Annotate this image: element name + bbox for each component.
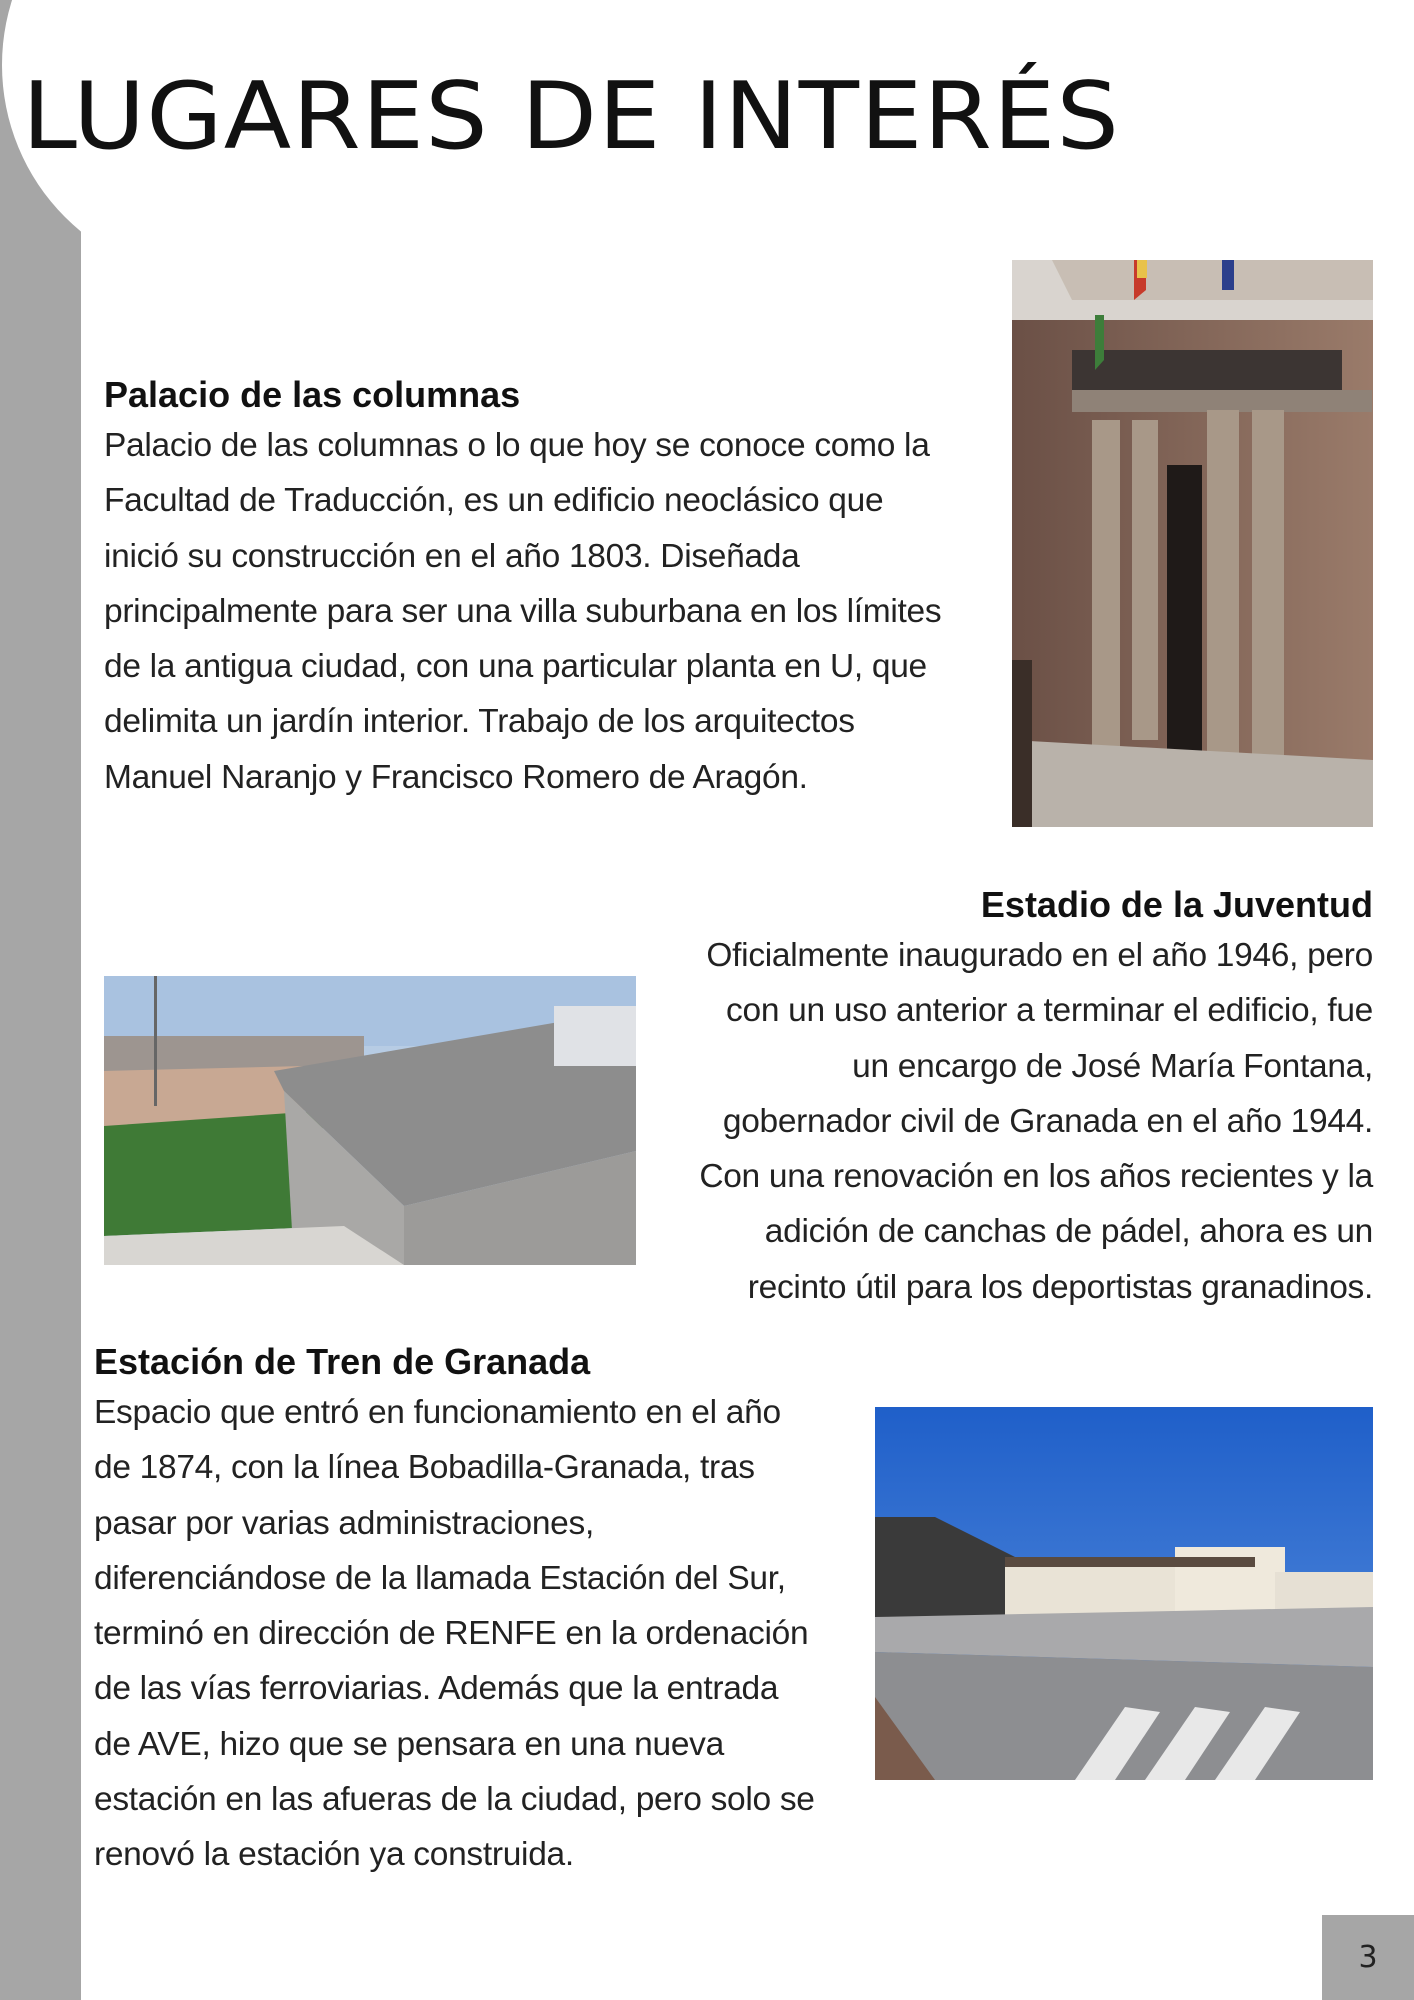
sidebar-decoration (0, 0, 81, 2000)
text-line: estación en las afueras de la ciudad, pero solo se (94, 1781, 815, 1819)
section-body (94, 1385, 874, 1883)
text-line: de las vías ferroviarias. Además que la entrada (94, 1670, 779, 1708)
text-line: gobernador civil de Granada en el año 1944. (722, 1102, 1373, 1140)
palacio-columnas-photo (1012, 260, 1373, 827)
estadio-juventud-photo (104, 976, 636, 1265)
text-line: de 1874, con la línea Bobadilla-Granada, tras (94, 1449, 755, 1487)
text-line: con un uso anterior a terminar el edificio, fue (726, 992, 1373, 1030)
text-line: recinto útil para los deportistas granadinos. (747, 1268, 1373, 1306)
text-line: Con una renovación en los años recientes y la (699, 1158, 1373, 1196)
section-heading: Estación de Tren de Granada (94, 1341, 591, 1382)
text-line: Espacio que entró en funcionamiento en el año (94, 1394, 781, 1431)
text-line: de la antigua ciudad, con una particular planta en U, que (104, 648, 927, 686)
text-line: principalmente para ser una villa suburbana en los límites (104, 592, 942, 630)
text-line: delimita un jardín interior. Trabajo de los arquitectos (104, 703, 855, 741)
text-line: Palacio de las columnas o lo que hoy se conoce como la (104, 427, 930, 464)
text-line: Oficialmente inaugurado en el año 1946, pero (706, 937, 1373, 974)
section-heading: Estadio de la Juventud (980, 884, 1373, 925)
text-line: Facultad de Traducción, es un edificio neoclásico que (104, 482, 884, 520)
section-heading: Palacio de las columnas (104, 374, 521, 415)
text-line: un encargo de José María Fontana, (852, 1047, 1373, 1085)
text-line: pasar por varias administraciones, (94, 1504, 594, 1542)
page-number: 3 (1358, 1940, 1378, 1975)
section-estacion (94, 1339, 874, 1883)
text-line: diferenciándose de la llamada Estación del Sur, (94, 1559, 786, 1597)
page-number-box (1322, 1915, 1414, 2000)
section-body (640, 928, 1373, 1315)
text-line: terminó en dirección de RENFE en la ordenación (94, 1615, 809, 1653)
section-estadio (640, 882, 1373, 1315)
section-body (104, 418, 1004, 805)
estacion-tren-photo (875, 1407, 1373, 1780)
text-line: Manuel Naranjo y Francisco Romero de Aragón. (104, 758, 808, 796)
text-line: de AVE, hizo que se pensara en una nueva (94, 1725, 724, 1763)
text-line: inició su construcción en el año 1803. Diseñada (104, 537, 800, 575)
section-palacio (104, 372, 1004, 805)
text-line: adición de canchas de pádel, ahora es un (764, 1213, 1373, 1251)
page-title: LUGARES DE INTERÉS (22, 62, 1120, 170)
text-line: renovó la estación ya construida. (94, 1836, 574, 1874)
